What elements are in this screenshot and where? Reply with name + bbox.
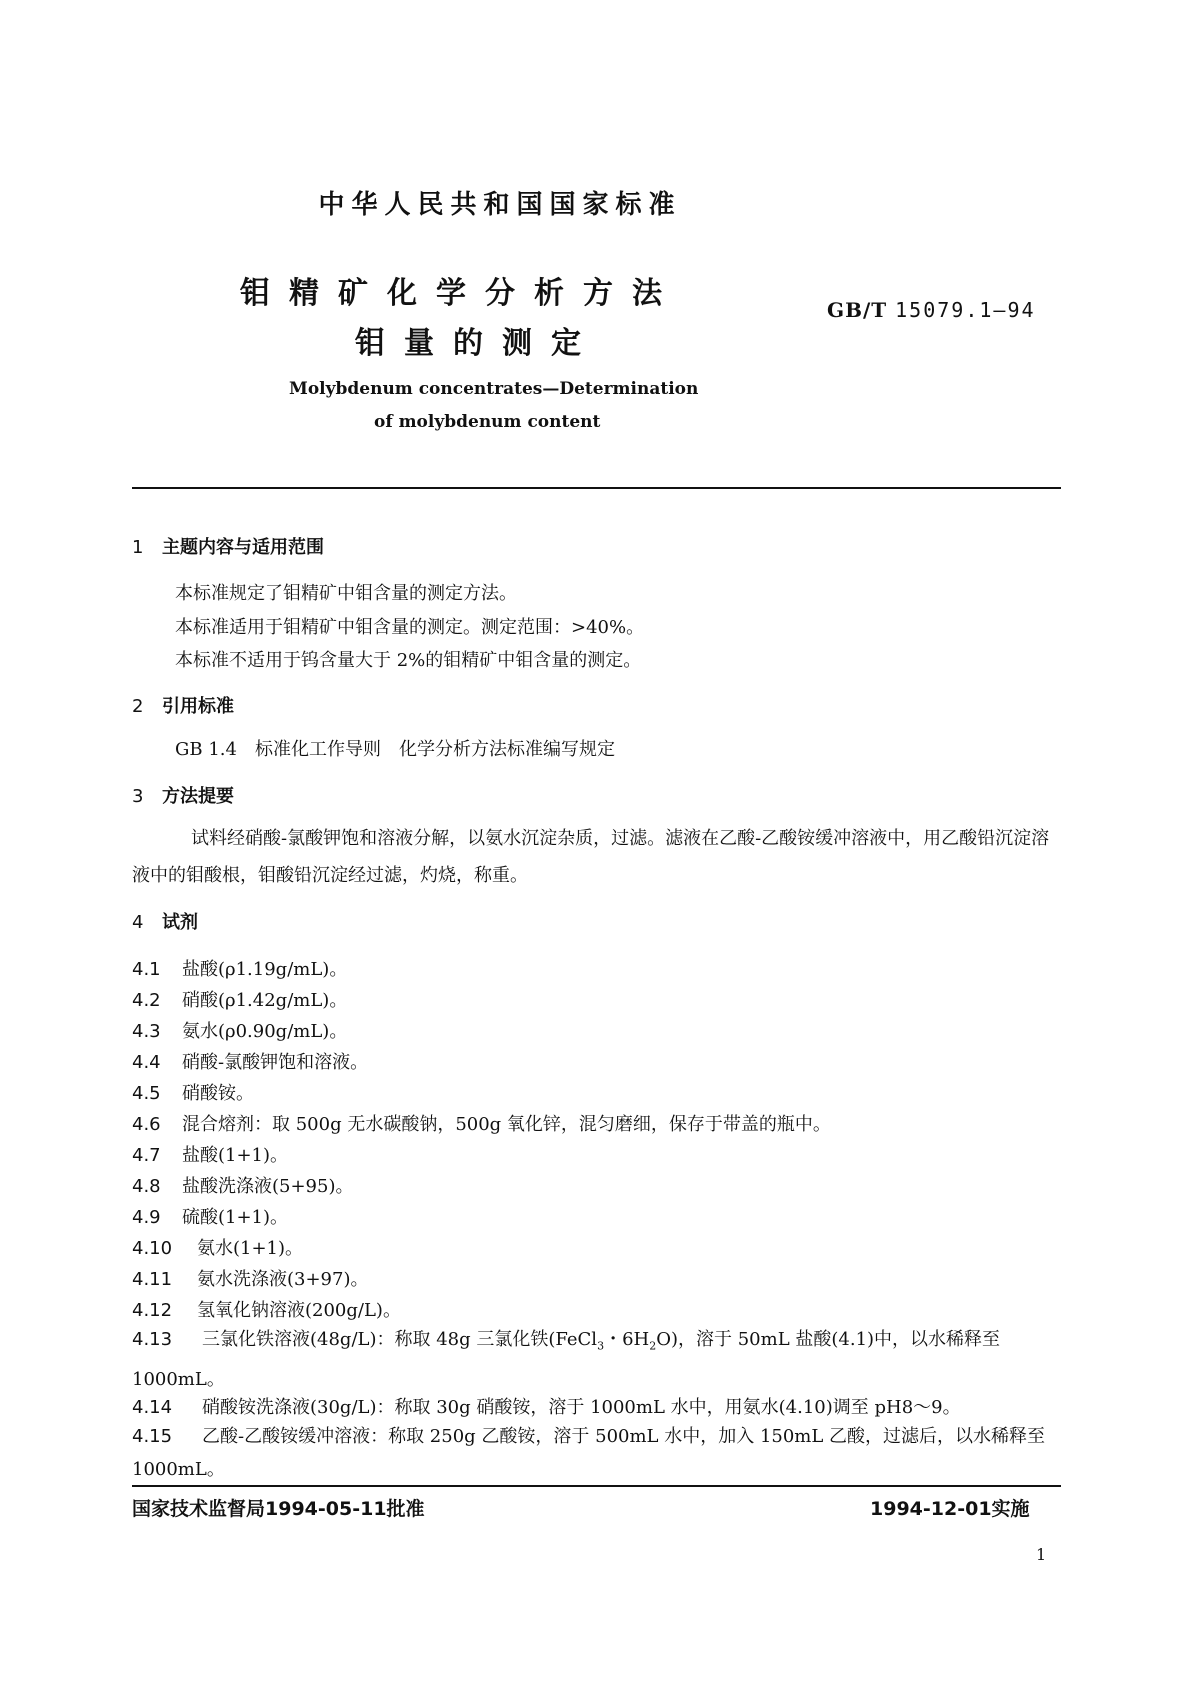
item-text: 乙酸-乙酸铵缓冲溶液：称取 250g 乙酸铵，溶于 500mL 水中，加入 150mL 乙酸，过滤后，以水稀释至 1000mL。 (132, 1426, 1046, 1480)
list-item (132, 1420, 1062, 1486)
item-text: 氨水(1+1)。 (197, 1238, 304, 1259)
item-text: 三氯化铁溶液(48g/L)：称取 48g 三氯化铁(FeCl (202, 1329, 598, 1350)
item-number: 4.13 (132, 1329, 173, 1350)
section-title: 主题内容与适用范围 (162, 537, 324, 558)
section-3-heading (132, 782, 234, 808)
item-number: 4.10 (132, 1238, 173, 1259)
section-title: 方法提要 (162, 786, 234, 807)
item-text: 混合熔剂：取 500g 无水碳酸钠，500g 氧化锌，混匀磨细，保存于带盖的瓶中。 (182, 1114, 831, 1135)
section-number: 4 (132, 912, 144, 933)
item-text: 硝酸(ρ1.42g/mL)。 (182, 990, 348, 1011)
item-number: 4.2 (132, 990, 161, 1011)
item-text: 盐酸(1+1)。 (182, 1145, 289, 1166)
section-number: 2 (132, 696, 144, 717)
standard-code-number: 15079.1—94 (895, 298, 1036, 322)
section-3-paragraph: 试料经硝酸-氯酸钾饱和溶液分解，以氨水沉淀杂质，过滤。滤液在乙酸-乙酸铵缓冲溶液中，用乙酸铅沉淀溶液中的钼酸根，钼酸铅沉淀经过滤，灼烧，称重。 (132, 828, 1050, 886)
item-number: 4.3 (132, 1021, 161, 1042)
item-text: 硫酸(1+1)。 (182, 1207, 289, 1228)
english-title-line1: Molybdenum concentrates—Determination (289, 379, 699, 399)
item-text: 氨水洗涤液(3+97)。 (197, 1269, 369, 1290)
item-text: 盐酸洗涤液(5+95)。 (182, 1176, 354, 1197)
section-1-heading (132, 533, 324, 559)
item-text: 硝酸铵。 (182, 1083, 254, 1104)
section-title: 引用标准 (162, 696, 234, 717)
national-standard-label: 中华人民共和国国家标准 (318, 190, 682, 220)
standard-code-prefix: GB/T (827, 298, 888, 322)
item-text: 盐酸(ρ1.19g/mL)。 (182, 959, 348, 980)
item-number: 4.8 (132, 1176, 161, 1197)
section-2-heading (132, 692, 234, 718)
english-title-line2: of molybdenum content (374, 412, 601, 432)
section-number: 1 (132, 537, 144, 558)
subscript: 3 (597, 1339, 605, 1353)
section-2-paragraph: GB 1.4 标准化工作导则 化学分析方法标准编写规定 (175, 739, 615, 760)
item-text: 硝酸-氯酸钾饱和溶液。 (182, 1052, 369, 1073)
footer-divider (132, 1485, 1061, 1487)
item-number: 4.14 (132, 1397, 173, 1418)
subscript: 2 (649, 1339, 657, 1353)
approval-date: 国家技术监督局1994-05-11批准 (132, 1498, 425, 1520)
item-number: 4.4 (132, 1052, 161, 1073)
document-title-line2: 钼量的测定 (355, 326, 600, 361)
document-title-line1: 钼精矿化学分析方法 (240, 276, 681, 311)
item-number: 4.1 (132, 959, 161, 980)
section-1-paragraph: 本标准适用于钼精矿中钼含量的测定。测定范围：>40%。 (175, 617, 645, 638)
list-item (132, 1323, 1062, 1396)
item-number: 4.5 (132, 1083, 161, 1104)
section-1-paragraph: 本标准不适用于钨含量大于 2%的钼精矿中钼含量的测定。 (175, 650, 642, 671)
implementation-date: 1994-12-01实施 (870, 1498, 1030, 1520)
item-number: 4.7 (132, 1145, 161, 1166)
item-text: 氢氧化钠溶液(200g/L)。 (197, 1300, 401, 1321)
standard-code (827, 298, 1036, 322)
item-text: 氨水(ρ0.90g/mL)。 (182, 1021, 348, 1042)
section-title: 试剂 (162, 912, 198, 933)
section-number: 3 (132, 786, 144, 807)
item-number: 4.12 (132, 1300, 173, 1321)
header-divider (132, 487, 1061, 489)
item-text: O)，溶于 50mL 盐酸(4.1)中，以水稀释至 1000mL。 (132, 1329, 1001, 1390)
item-text: ・6H (604, 1329, 650, 1350)
section-4-heading (132, 908, 198, 934)
page-number: 1 (1036, 1545, 1047, 1564)
item-number: 4.9 (132, 1207, 161, 1228)
item-number: 4.15 (132, 1426, 173, 1447)
item-text: 硝酸铵洗涤液(30g/L)：称取 30g 硝酸铵，溶于 1000mL 水中，用氨水(4.10)调至 pH8～9。 (202, 1397, 961, 1418)
item-number: 4.11 (132, 1269, 173, 1290)
section-1-paragraph: 本标准规定了钼精矿中钼含量的测定方法。 (175, 583, 517, 604)
item-number: 4.6 (132, 1114, 161, 1135)
